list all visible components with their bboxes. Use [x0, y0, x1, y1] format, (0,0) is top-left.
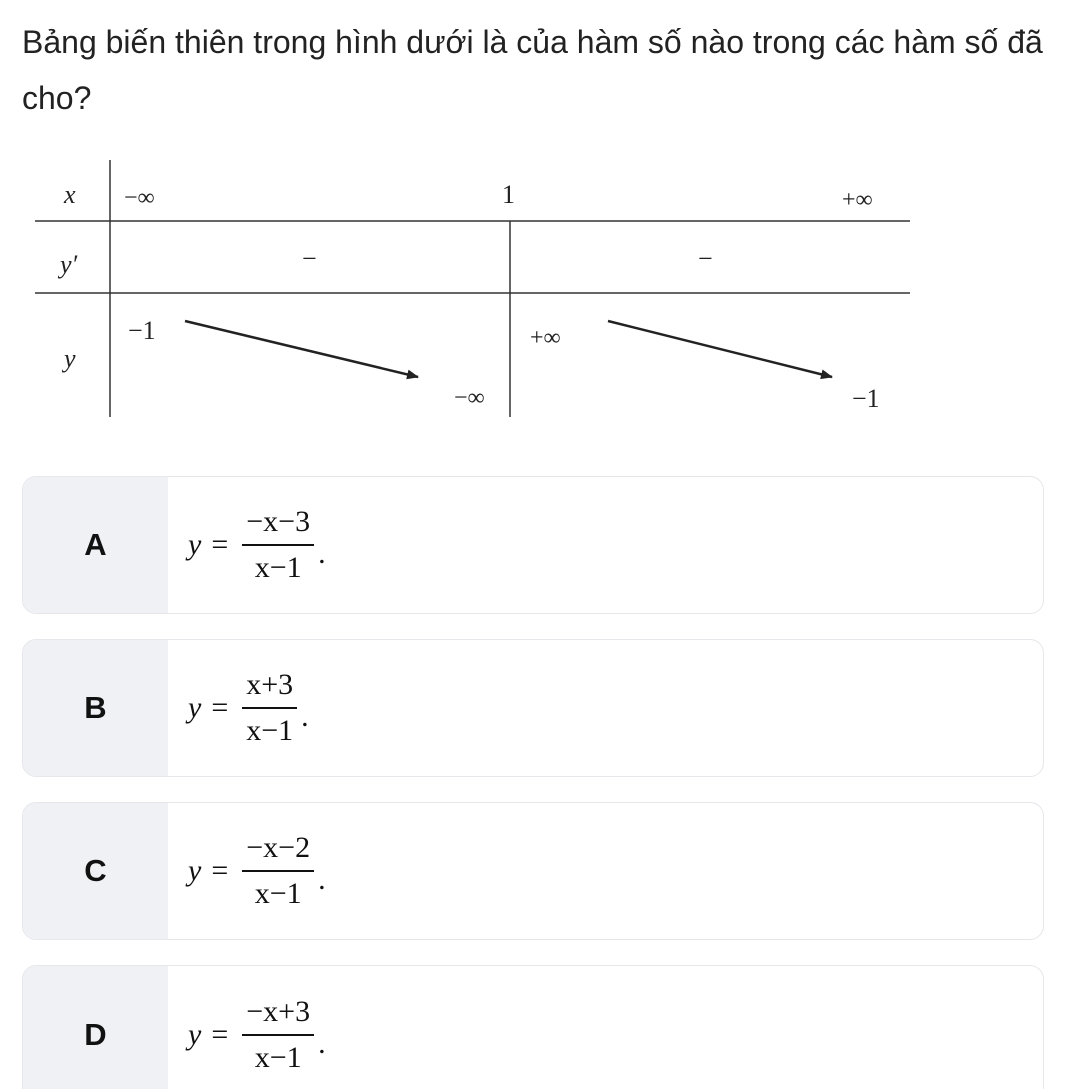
x-value-one: 1: [502, 180, 515, 209]
formula-period: .: [301, 700, 309, 733]
formula-equals: =: [211, 528, 229, 561]
question-text: Bảng biến thiên trong hình dưới là của hàm số nào trong các hàm số đã cho?: [22, 24, 1043, 116]
y-value-left-start: −1: [128, 316, 156, 345]
decrease-arrow-left: [185, 321, 418, 377]
variation-table: [30, 155, 920, 425]
option-formula: [188, 803, 326, 939]
option-a[interactable]: [22, 476, 1044, 614]
formula-lhs: y: [188, 1018, 202, 1051]
option-letter: A: [23, 477, 168, 613]
y-prime-sign-right: −: [698, 244, 713, 273]
formula-period: .: [318, 537, 326, 570]
formula-fraction: [242, 667, 297, 749]
option-b[interactable]: [22, 639, 1044, 777]
fraction-denominator: x−1: [246, 714, 294, 747]
fraction-numerator: −x−3: [242, 504, 314, 546]
option-formula: [188, 966, 326, 1089]
fraction-denominator: x−1: [254, 1041, 302, 1074]
option-formula: [188, 640, 309, 776]
option-letter: D: [23, 966, 168, 1089]
formula-equals: =: [211, 691, 229, 724]
fraction-denominator: x−1: [254, 551, 302, 584]
formula-lhs: y: [188, 691, 202, 724]
x-value-pos-infinity: +∞: [842, 187, 873, 213]
option-c[interactable]: [22, 802, 1044, 940]
formula-period: .: [318, 863, 326, 896]
fraction-numerator: −x−2: [242, 830, 314, 872]
formula-fraction: [242, 830, 314, 912]
y-value-right-start: +∞: [530, 325, 561, 351]
formula-lhs: y: [188, 528, 202, 561]
option-formula: [188, 477, 326, 613]
row-label-y-prime: y′: [60, 250, 78, 279]
formula-lhs: y: [188, 854, 202, 887]
row-label-x: x: [64, 180, 76, 209]
fraction-numerator: x+3: [242, 667, 297, 709]
formula-period: .: [318, 1027, 326, 1060]
option-d[interactable]: [22, 965, 1044, 1089]
formula-fraction: [242, 994, 314, 1076]
row-label-y: y: [64, 344, 76, 373]
fraction-numerator: −x+3: [242, 994, 314, 1036]
y-prime-sign-left: −: [302, 244, 317, 273]
y-value-right-end: −1: [852, 384, 880, 413]
option-letter: B: [23, 640, 168, 776]
decrease-arrow-right: [608, 321, 832, 377]
y-value-left-end: −∞: [454, 385, 485, 411]
formula-equals: =: [211, 854, 229, 887]
formula-fraction: [242, 504, 314, 586]
formula-equals: =: [211, 1018, 229, 1051]
fraction-denominator: x−1: [254, 877, 302, 910]
x-value-neg-infinity: −∞: [124, 185, 155, 211]
option-letter: C: [23, 803, 168, 939]
